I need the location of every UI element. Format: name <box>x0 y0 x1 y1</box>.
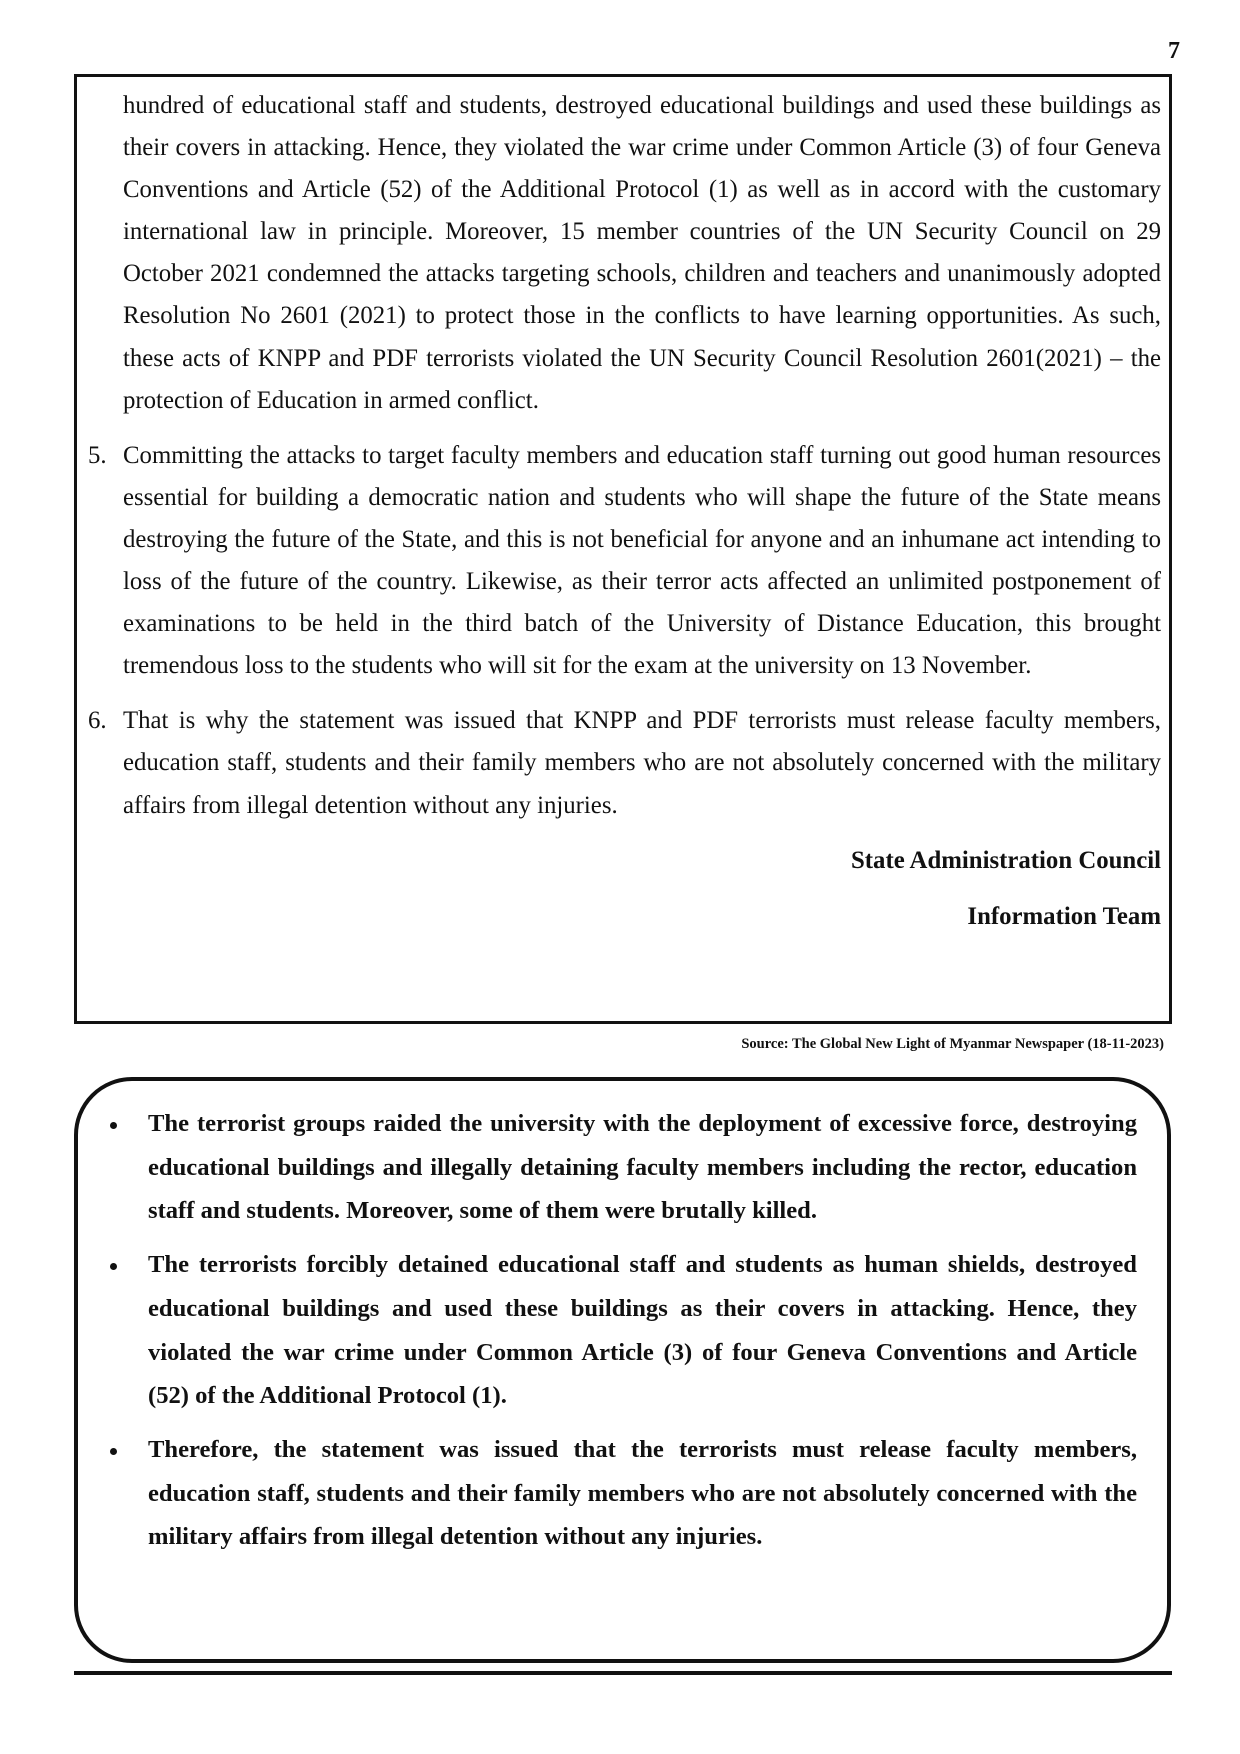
bullet-icon <box>110 1122 117 1129</box>
signature-team: Information Team <box>967 902 1161 930</box>
summary-bullet-text: The terrorist groups raided the university with the deployment of excessive force, destroying educational buildings and illegally detaining faculty members including the rector, education staff and students. Moreover, some of them were brutally killed. <box>148 1110 1137 1225</box>
source-citation: Source: The Global New Light of Myanmar Newspaper (18-11-2023) <box>741 1036 1164 1052</box>
item-number: 6. <box>88 707 107 735</box>
item-number: 5. <box>88 441 107 469</box>
summary-bullet-text: The terrorists forcibly detained educational staff and students as human shields, destroyed educational buildings and used these buildings as their covers in attacking. Hence, they violated the war crime under Common Article (3) of four Geneva Conventions and Article (52) of the Additional Protocol (1). <box>148 1251 1137 1410</box>
bottom-rule <box>74 1671 1172 1675</box>
bullet-icon <box>110 1448 117 1455</box>
statement-item-5 <box>88 435 1161 688</box>
statement-box <box>74 74 1172 1024</box>
summary-bullet-text: Therefore, the statement was issued that the terrorists must release faculty members, education staff, students and their family members who are not absolutely concerned with the military affairs from illegal detention without any injuries. <box>148 1435 1137 1551</box>
item-text: That is why the statement was issued that KNPP and PDF terrorists must release faculty members, education staff, students and their family members who are not absolutely concerned with the military affairs from illegal detention without any injuries. <box>123 707 1161 819</box>
page-number: 7 <box>1168 38 1180 64</box>
summary-bullet-1 <box>108 1102 1137 1233</box>
statement-item-6 <box>88 700 1161 826</box>
statement-continuation-paragraph: hundred of educational staff and students, destroyed educational buildings and used these buildings as their covers in attacking. Hence, they violated the war crime under Common Article (3) of four Geneva Conventions and Article (52) of the Additional Protocol (1) as well as in accord with the customary international law in principle. Moreover, 15 member countries of the UN Security Council on 29 October 2021 condemned the attacks targeting schools, children and teachers and unanimously adopted Resolution No 2601 (2021) to protect those in the conflicts to have learning opportunities. As such, these acts of KNPP and PDF terrorists violated the UN Security Council Resolution 2601(2021) – the protection of Education in armed conflict. <box>123 92 1161 414</box>
bullet-icon <box>110 1263 117 1270</box>
summary-box <box>74 1077 1171 1663</box>
item-text: Committing the attacks to target faculty members and education staff turning out good human resources essential for building a democratic nation and students who will shape the future of the State means destroying the future of the State, and this is not beneficial for anyone and an inhumane act intending to loss of the future of the country. Likewise, as their terror acts affected an unlimited postponement of examinations to be held in the third batch of the University of Distance Education, this brought tremendous loss to the students who will sit for the exam at the university on 13 November. <box>123 441 1161 680</box>
signature-council: State Administration Council <box>851 846 1161 874</box>
summary-bullet-3 <box>108 1428 1137 1559</box>
summary-bullet-2 <box>108 1243 1137 1418</box>
